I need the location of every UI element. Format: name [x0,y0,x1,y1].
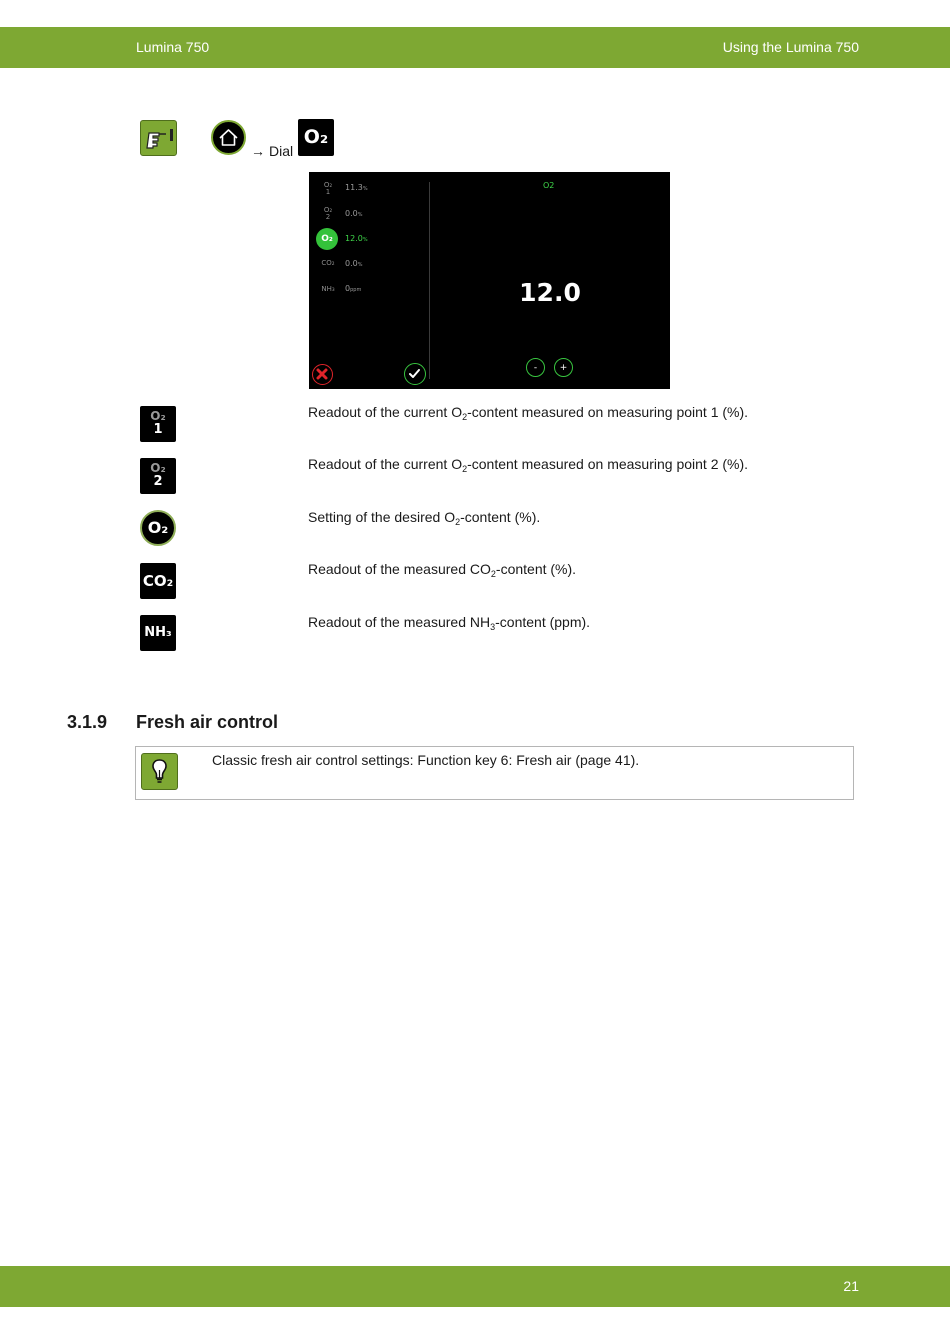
lightbulb-icon [141,753,178,790]
o2-measuring-point-2-icon: O₂ 2 [140,458,176,494]
screen-row-o2-1-value: 11.3% [345,183,368,192]
o2-point-1-description: Readout of the current $O_2$-content measured on measuring point 1 (%). [308,404,749,422]
header-chapter-title: Using the Lumina 750 [722,39,859,55]
page-number: 21 [843,1278,859,1294]
page-footer [0,1266,950,1307]
screen-row-o2-1-label: O₂ 1 [323,181,333,196]
co2-description: Readout of the measured $CO_2$-content (%). [308,561,577,579]
tip-text: Classic fresh air control settings: Function key 6: Fresh air (page 41). [212,752,640,768]
increase-button[interactable]: + [554,358,573,377]
header-doc-title: Lumina 750 [136,39,210,55]
section-number: 3.1.9 [67,712,108,732]
o2-dial-screen [309,172,670,389]
o2-point-2-description: Readout of the current $O_2$-content measured on measuring point 2 (%). [308,456,749,474]
o2-setpoint-description: Setting of the desired $O_2$-content (%). [308,509,541,527]
o2-key-icon: O₂ [298,119,334,156]
screen-row-o2-setpoint-value: 12.0% [345,234,368,243]
tip-callout [135,746,854,800]
screen-row-o2-2-label: O₂ 2 [323,206,333,221]
screen-row-o2-2-value: 0.0% [345,209,363,218]
home-icon [211,120,246,155]
screen-row-nh3-value: 0ppm [345,284,362,293]
o2-setpoint-icon: O₂ [140,510,176,546]
screen-row-co2-value: 0.0% [345,259,363,268]
check-icon [405,364,424,383]
nh3-icon: NH₃ [140,615,176,651]
o2-measuring-point-1-icon: O₂ 1 [140,406,176,442]
confirm-button[interactable] [404,363,426,385]
section-title: Fresh air control [136,712,279,732]
cancel-button[interactable] [312,364,333,385]
decrease-button[interactable]: - [526,358,545,377]
arrow-right-glyph: → [251,143,265,159]
screen-setpoint-value: 12.0 [519,278,581,307]
screen-row-co2-label: CO₂ [321,259,335,267]
screen-divider [429,182,430,379]
nh3-description: Readout of the measured $NH_3$-content (ppm). [308,614,591,632]
co2-icon: CO₂ [140,563,176,599]
page-header [0,27,950,68]
dial-label: Dial [269,143,294,159]
screen-row-nh3-label: NH₃ [321,285,335,293]
close-icon [313,365,331,383]
hand-pointer-icon [140,120,177,156]
screen-title: O2 [543,181,555,190]
screen-row-o2-setpoint-button[interactable]: O₂ [316,228,338,250]
